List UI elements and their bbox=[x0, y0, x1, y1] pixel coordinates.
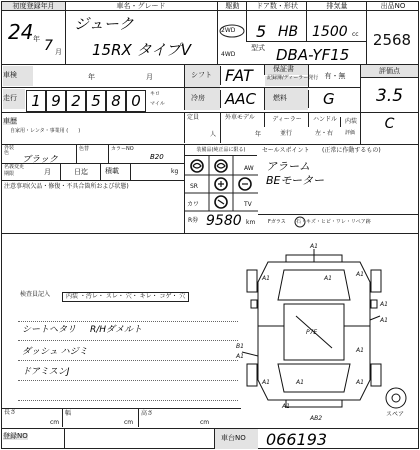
r-km-unit: km bbox=[246, 219, 256, 226]
carcolor-no-label: カラーNO bbox=[108, 145, 184, 163]
car-name-label: 車名・グレード bbox=[116, 1, 166, 10]
car-name-value: ジューク bbox=[74, 15, 134, 33]
height-unit: cm bbox=[200, 419, 210, 426]
stacked-label: 積載 bbox=[100, 164, 130, 180]
first-reg-label: 初度登録年月 bbox=[2, 2, 66, 10]
kg-unit: kg bbox=[130, 164, 184, 180]
ac-label: 冷房 bbox=[184, 88, 220, 110]
note-3: ダッシュ ハジミ bbox=[22, 347, 88, 357]
note-1: シートヘタリ bbox=[22, 325, 77, 335]
mileage-digit-5: 8 bbox=[111, 92, 121, 110]
length-label: 長さ bbox=[4, 409, 17, 416]
renewal-limit-label: 期限 bbox=[4, 171, 15, 177]
day-sel-label: 日迄 bbox=[60, 164, 101, 180]
sales-label: セールスポイント bbox=[262, 147, 310, 154]
interior-grade-value: C bbox=[384, 116, 395, 132]
auction-no-label: 出品NO bbox=[366, 2, 419, 10]
damage-mark: A1 bbox=[262, 275, 270, 282]
damage-mark: A1 bbox=[262, 379, 270, 386]
r-ticket-value: 9580 bbox=[206, 213, 242, 229]
damage-mark: A1 bbox=[380, 317, 388, 324]
mileage-digit-2: 9 bbox=[51, 92, 61, 110]
history-label: 車歴 bbox=[3, 117, 17, 125]
damage-mark: A1 bbox=[356, 347, 364, 354]
displacement-value: 1500 bbox=[312, 24, 348, 40]
r-label: R券 bbox=[188, 217, 199, 224]
km-label: キロ bbox=[150, 91, 161, 97]
doors-shape-label: ドア数・形状 bbox=[246, 2, 307, 10]
mileage-digit-1: 1 bbox=[31, 92, 41, 110]
damage-mark: A1 bbox=[356, 379, 364, 386]
damage-mark: A1 bbox=[236, 353, 244, 360]
equip-label: 装備品(純正品に限る) bbox=[185, 145, 257, 156]
damage-mark: A1 bbox=[356, 271, 364, 278]
handle-label: ハンドル bbox=[308, 113, 341, 127]
mileage-digit-4: 5 bbox=[91, 92, 101, 110]
reg-no-label: 登録NO bbox=[3, 432, 28, 440]
shift-label: シフト bbox=[184, 65, 220, 87]
shaken-year-unit: 年 bbox=[88, 73, 95, 81]
warranty-sub-label: 記録簿/ディーラー発行 bbox=[265, 76, 308, 86]
shaken-month-unit: 月 bbox=[146, 73, 153, 81]
displacement-unit: cc bbox=[352, 31, 359, 38]
equip-tv: TV bbox=[244, 201, 252, 208]
history-opts: 自家用・レンタ・事業用 ( ) bbox=[10, 128, 81, 134]
interior-label: 内装 bbox=[340, 117, 361, 127]
notes-label: 注意事項(欠品・修復・不具合箇所および状態) bbox=[4, 183, 129, 190]
reg-no-divider bbox=[64, 428, 65, 449]
person-unit: 人 bbox=[210, 131, 217, 138]
shaken-label: 車検 bbox=[3, 66, 33, 86]
fuel-label: 燃料 bbox=[264, 88, 308, 110]
glass-label: Fガラス bbox=[268, 219, 286, 225]
chassis-no-value: 066193 bbox=[266, 430, 328, 449]
sales-point-2: BEモーター bbox=[266, 174, 325, 187]
renewal-month-unit: 月 bbox=[44, 168, 51, 176]
sales-point-1: アラーム bbox=[266, 160, 310, 173]
drive-4wd: 4WD bbox=[221, 51, 236, 58]
damage-mark: B1 bbox=[236, 343, 244, 350]
reg-year-unit: 年 bbox=[33, 35, 40, 43]
color-code-value: B20 bbox=[150, 153, 164, 161]
note-4: ドアミスンJ bbox=[22, 367, 70, 377]
color-no-label: 色替 bbox=[76, 145, 108, 163]
damage-mark: A1 bbox=[324, 275, 332, 282]
damage-mark: A1 bbox=[380, 301, 388, 308]
sales-sub-label: (正常に作動するもの) bbox=[322, 147, 381, 154]
inspector-label: 検査員記入 bbox=[20, 291, 51, 298]
width-unit: cm bbox=[124, 419, 134, 426]
grade-value: 15RX タイプV bbox=[92, 41, 192, 59]
mileage-label: 走行 bbox=[3, 89, 25, 109]
auction-no-value: 2568 bbox=[372, 31, 412, 49]
height-label: 高さ bbox=[138, 409, 241, 427]
exterior-color-value: ブラック bbox=[22, 155, 58, 165]
shift-value: FAT bbox=[220, 66, 269, 85]
damage-mark: A1 bbox=[310, 243, 318, 250]
score-label: 評価点 bbox=[361, 65, 418, 78]
drive-label: 駆動 bbox=[217, 2, 247, 10]
mileage-digit-3: 2 bbox=[71, 92, 81, 110]
fuel-value: G bbox=[308, 90, 375, 108]
model-code-value: DBA-YF15 bbox=[276, 46, 350, 64]
handle-opts: 左・右 bbox=[314, 130, 333, 137]
chassis-label: 車台NO bbox=[214, 429, 258, 449]
renewal-label: 名義変更 bbox=[4, 164, 25, 170]
ac-value: AAC bbox=[220, 90, 269, 108]
damage-mark: P7E bbox=[306, 329, 318, 336]
note-2: R/Hダメルト bbox=[90, 325, 143, 335]
shape-value: HB bbox=[278, 24, 299, 40]
reg-month-unit: 月 bbox=[55, 48, 62, 56]
spare-label: スペア bbox=[386, 411, 405, 418]
damage-mark: A1 bbox=[296, 379, 304, 386]
exterior-color-label: 外装色 bbox=[4, 145, 15, 156]
type-label: 型式 bbox=[251, 44, 265, 52]
equip-kaw: カワ bbox=[187, 201, 200, 208]
warranty-yes-no: 有・無 bbox=[308, 65, 361, 87]
reg-month-value: 7 bbox=[44, 38, 53, 54]
inspect-opts: 内装 ・汚レ・ スレ・ 穴・ キレ・ コゲ・ 穴 bbox=[62, 292, 189, 302]
displacement-label: 排気量 bbox=[306, 2, 367, 10]
score-value: 3.5 bbox=[375, 86, 404, 106]
dealer-label: ディーラー bbox=[264, 113, 309, 127]
width-label: 幅 bbox=[62, 409, 138, 427]
equip-sr: SR bbox=[190, 183, 198, 190]
doors-value: 5 bbox=[256, 22, 267, 41]
damage-mark: AB2 bbox=[310, 415, 323, 422]
mileage-digit-6: 0 bbox=[131, 92, 141, 110]
import-year-unit: 年 bbox=[255, 131, 262, 138]
dealer-sub: 並行 bbox=[279, 130, 292, 137]
length-unit: cm bbox=[50, 419, 60, 426]
import-label: 外車モデル bbox=[220, 113, 264, 143]
reg-year-value: 24 bbox=[8, 20, 34, 44]
damage-mark: A1 bbox=[282, 403, 290, 410]
equip-aw: AW bbox=[244, 165, 254, 172]
mile-label: マイル bbox=[150, 101, 165, 107]
interior-sub: 評価 bbox=[344, 129, 355, 136]
warranty-label: 保証書 bbox=[264, 65, 308, 75]
glass-opts: 石・キズ・ヒビ・ワレ・リペア跡 bbox=[296, 219, 371, 225]
capacity-label: 定員 bbox=[184, 113, 220, 143]
drive-2wd: 2WD bbox=[221, 27, 236, 34]
